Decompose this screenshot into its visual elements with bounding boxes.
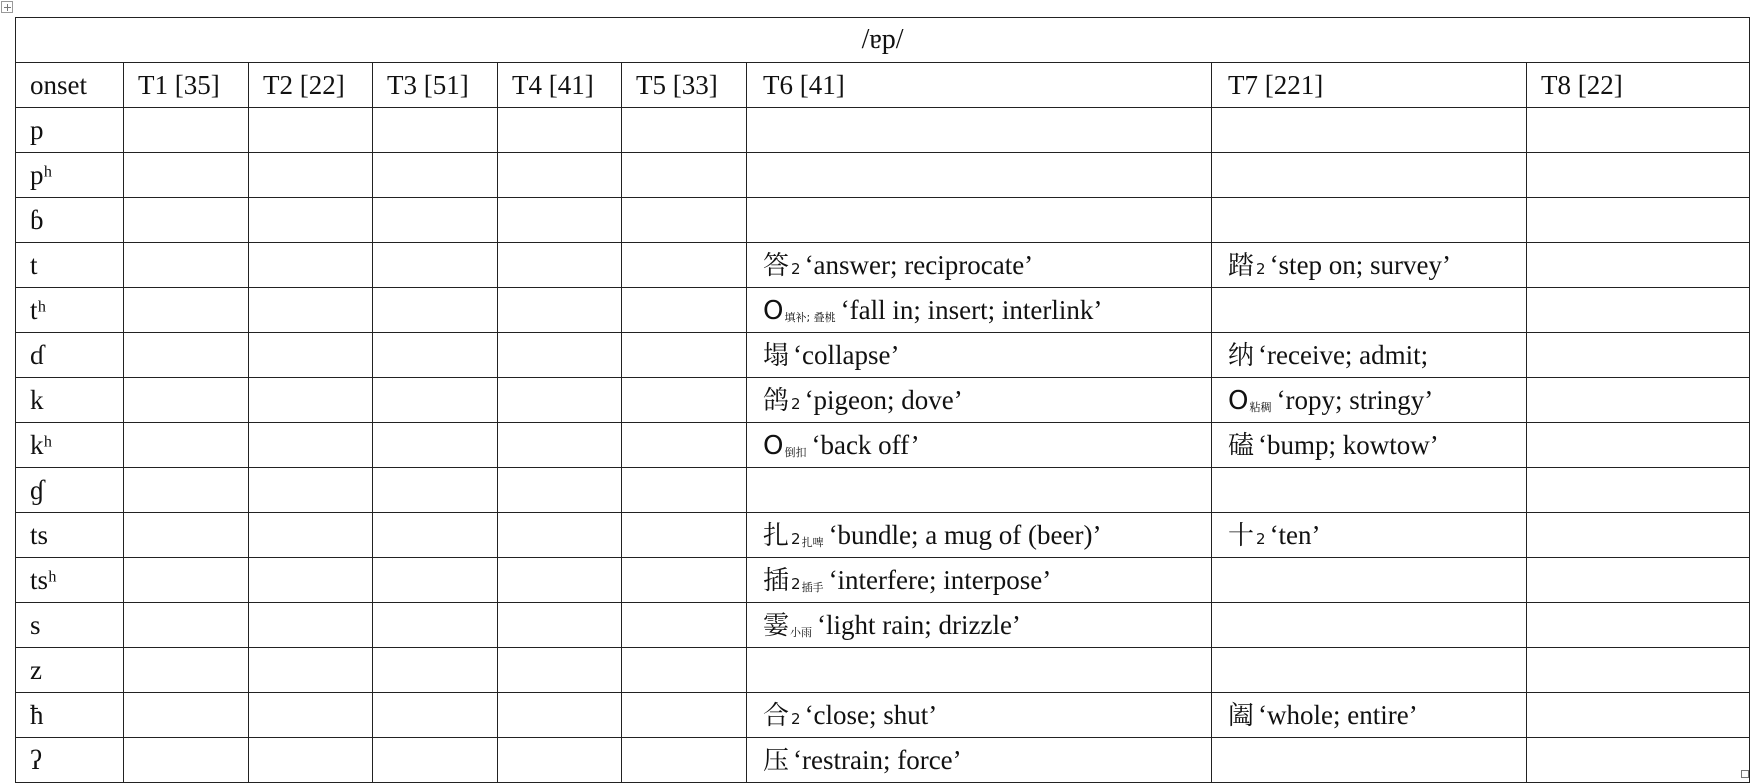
character: 合 [763,700,790,731]
character: 霎 [763,610,790,641]
t8-cell [1527,738,1750,783]
t4-cell [498,288,622,333]
compound-note: 插手 [801,580,824,594]
tone-subscript: 2 [791,529,801,548]
t5-cell [622,333,747,378]
t1-cell [124,198,249,243]
t1-cell [124,648,249,693]
t8-cell [1527,603,1750,648]
table-row [16,288,1750,333]
t6-cell [747,243,1212,288]
t7-cell [1212,333,1527,378]
t5-cell [622,513,747,558]
t5-cell [622,243,747,288]
t7-cell [1212,378,1527,423]
t5-cell [622,468,747,513]
t2-cell [249,603,373,648]
t1-cell [124,378,249,423]
t7-cell [1212,423,1527,468]
character: 塌 [763,340,790,371]
t1-cell [124,603,249,648]
onset-cell: tʰ [16,288,124,333]
character: 扎 [763,520,790,551]
t2-cell [249,378,373,423]
onset-cell: tsʰ [16,558,124,603]
t2-cell [249,198,373,243]
t4-cell [498,468,622,513]
t3-cell [373,243,498,288]
t7-cell [1212,198,1527,243]
tone-subscript: 2 [791,259,801,278]
t2-cell [249,153,373,198]
t7-cell [1212,648,1527,693]
t1-cell [124,738,249,783]
t6-cell [747,693,1212,738]
t7-cell [1212,243,1527,288]
table-row [16,468,1750,513]
table-row [16,333,1750,378]
table-move-handle[interactable] [1,1,13,13]
table-row [16,243,1750,288]
table-row [16,198,1750,243]
table-row [16,513,1750,558]
onset-cell: ɠ [16,468,124,513]
table-row [16,738,1750,783]
gloss: ‘close; shut’ [804,699,938,730]
onset-cell: s [16,603,124,648]
t3-cell [373,423,498,468]
tone-subscript: 2 [791,709,801,728]
t2-cell [249,108,373,153]
t6-cell [747,198,1212,243]
onset-cell: ɓ [16,198,124,243]
t1-cell [124,693,249,738]
t3-cell [373,198,498,243]
t3-cell [373,108,498,153]
t7-cell [1212,513,1527,558]
t2-cell [249,333,373,378]
character: 压 [763,745,790,776]
t4-cell [498,693,622,738]
gloss: ‘light rain; drizzle’ [817,609,1021,640]
t1-cell [124,153,249,198]
onset-cell: t [16,243,124,288]
onset-cell: pʰ [16,153,124,198]
t5-cell [622,153,747,198]
t1-cell [124,468,249,513]
t8-cell [1527,198,1750,243]
compound-note: 倒扣 [784,445,807,459]
compound-note: 扎啤 [801,535,824,549]
t1-cell [124,558,249,603]
t5-cell [622,108,747,153]
gloss: ‘receive; admit; [1258,339,1429,370]
t1-cell [124,333,249,378]
t7-cell [1212,468,1527,513]
header-row [16,63,1750,108]
onset-cell: ɗ [16,333,124,378]
t8-cell [1527,693,1750,738]
t4-cell [498,198,622,243]
t3-cell [373,153,498,198]
tone-subscript: 2 [791,394,801,413]
t2-cell [249,558,373,603]
gloss: ‘interfere; interpose’ [828,564,1052,595]
t6-cell [747,333,1212,378]
onset-cell: k [16,378,124,423]
t2-cell [249,693,373,738]
table-row [16,558,1750,603]
character: O [1228,385,1249,416]
t8-cell [1527,468,1750,513]
character: O [763,295,784,326]
t5-cell [622,288,747,333]
compound-note: 填补; 叠桃 [784,310,836,324]
character: O [763,430,784,461]
onset-cell: ħ [16,693,124,738]
t2-cell [249,513,373,558]
t2-cell [249,423,373,468]
t4-cell [498,558,622,603]
t6-cell [747,513,1212,558]
t4-cell [498,333,622,378]
character: 鸽 [763,385,790,416]
t6-cell [747,648,1212,693]
t4-cell [498,378,622,423]
character: 插 [763,565,790,596]
onset-cell: z [16,648,124,693]
t7-cell [1212,693,1527,738]
onset-cell: p [16,108,124,153]
t7-cell [1212,603,1527,648]
tone-onset-table [15,17,1750,783]
compound-note: 粘稠 [1249,400,1272,414]
gloss: ‘restrain; force’ [793,744,962,775]
character: 十 [1228,520,1255,551]
table-body [16,18,1750,783]
character: 纳 [1228,340,1255,371]
t6-cell [747,108,1212,153]
table-row [16,693,1750,738]
t3-cell [373,693,498,738]
gloss: ‘bump; kowtow’ [1258,429,1439,460]
t3-cell [373,288,498,333]
t4-cell [498,423,622,468]
t6-cell [747,153,1212,198]
table-row [16,153,1750,198]
t8-cell [1527,108,1750,153]
character: 答 [763,250,790,281]
header-t5: T5 [33] [622,63,747,108]
t1-cell [124,513,249,558]
t7-cell [1212,288,1527,333]
t7-cell [1212,153,1527,198]
table-row [16,108,1750,153]
t6-cell [747,423,1212,468]
gloss: ‘whole; entire’ [1258,699,1418,730]
t1-cell [124,243,249,288]
t5-cell [622,603,747,648]
gloss: ‘collapse’ [793,339,900,370]
t8-cell [1527,333,1750,378]
t4-cell [498,153,622,198]
t5-cell [622,648,747,693]
header-onset: onset [16,63,124,108]
t3-cell [373,333,498,378]
t1-cell [124,423,249,468]
onset-cell: kʰ [16,423,124,468]
t2-cell [249,738,373,783]
header-t3: T3 [51] [373,63,498,108]
header-t1: T1 [35] [124,63,249,108]
t5-cell [622,693,747,738]
t8-cell [1527,288,1750,333]
t4-cell [498,108,622,153]
header-t8: T8 [22] [1527,63,1750,108]
t6-cell [747,378,1212,423]
t2-cell [249,288,373,333]
t3-cell [373,513,498,558]
t3-cell [373,648,498,693]
t6-cell [747,468,1212,513]
t8-cell [1527,513,1750,558]
t8-cell [1527,153,1750,198]
t5-cell [622,378,747,423]
gloss: ‘answer; reciprocate’ [804,249,1034,280]
t4-cell [498,243,622,288]
table-title: /ɐp/ [16,18,1750,63]
header-t6: T6 [41] [747,63,1212,108]
t6-cell [747,288,1212,333]
t8-cell [1527,558,1750,603]
t7-cell [1212,108,1527,153]
header-t4: T4 [41] [498,63,622,108]
t2-cell [249,243,373,288]
onset-cell: ʔ [16,738,124,783]
t6-cell [747,738,1212,783]
t3-cell [373,738,498,783]
t6-cell [747,558,1212,603]
table-row [16,423,1750,468]
t4-cell [498,738,622,783]
t7-cell [1212,558,1527,603]
t3-cell [373,603,498,648]
t6-cell [747,603,1212,648]
table-row [16,648,1750,693]
table-resize-handle[interactable] [1741,770,1749,778]
t8-cell [1527,648,1750,693]
t3-cell [373,378,498,423]
t4-cell [498,648,622,693]
t7-cell [1212,738,1527,783]
tone-subscript: 2 [1256,529,1266,548]
character: 踏 [1228,250,1255,281]
gloss: ‘bundle; a mug of (beer)’ [828,519,1102,550]
t2-cell [249,468,373,513]
gloss: ‘pigeon; dove’ [804,384,963,415]
t1-cell [124,108,249,153]
t3-cell [373,468,498,513]
t5-cell [622,198,747,243]
header-t7: T7 [221] [1212,63,1527,108]
t1-cell [124,288,249,333]
table-row [16,378,1750,423]
gloss: ‘ten’ [1269,519,1321,550]
compound-note: 小雨 [790,625,813,639]
t5-cell [622,558,747,603]
t4-cell [498,603,622,648]
t8-cell [1527,378,1750,423]
table-row [16,603,1750,648]
gloss: ‘fall in; insert; interlink’ [840,294,1103,325]
t2-cell [249,648,373,693]
t8-cell [1527,243,1750,288]
gloss: ‘back off’ [811,429,920,460]
t8-cell [1527,423,1750,468]
t5-cell [622,423,747,468]
onset-cell: ts [16,513,124,558]
tone-subscript: 2 [791,574,801,593]
title-row [16,18,1750,63]
tone-subscript: 2 [1256,259,1266,278]
header-t2: T2 [22] [249,63,373,108]
t4-cell [498,513,622,558]
t3-cell [373,558,498,603]
character: 磕 [1228,430,1255,461]
character: 阖 [1228,700,1255,731]
t5-cell [622,738,747,783]
gloss: ‘ropy; stringy’ [1276,384,1434,415]
gloss: ‘step on; survey’ [1269,249,1452,280]
